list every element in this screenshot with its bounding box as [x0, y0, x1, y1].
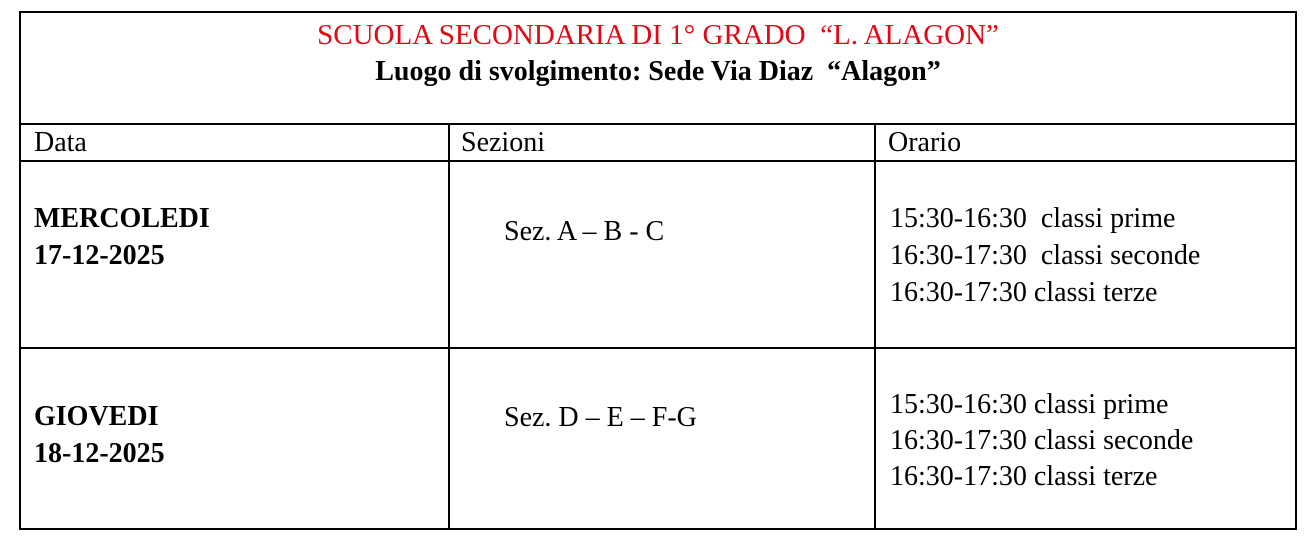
- date-cell: [21, 349, 448, 530]
- column-header-row: [21, 125, 1295, 162]
- sections-cell: [450, 162, 874, 347]
- sections-text: Sez. D – E – F-G: [504, 402, 697, 433]
- header-cell-orario: [876, 125, 1295, 160]
- date-cell: [21, 162, 448, 347]
- table-row: [21, 349, 1295, 530]
- time-slot: 15:30-16:30 classi prime: [890, 203, 1176, 234]
- day-date: 17-12-2025: [34, 240, 165, 271]
- time-cell: [876, 349, 1295, 530]
- time-slot: 16:30-17:30 classi terze: [890, 461, 1158, 492]
- table-header: [21, 13, 1295, 125]
- header-cell-sezioni: [450, 125, 874, 160]
- column-header-data: Data: [34, 127, 87, 158]
- time-slot: 16:30-17:30 classi seconde: [890, 425, 1194, 456]
- schedule-table: [19, 11, 1297, 530]
- time-slot: 16:30-17:30 classi seconde: [890, 240, 1201, 271]
- day-name: MERCOLEDI: [34, 203, 210, 234]
- sections-cell: [450, 349, 874, 530]
- day-name: GIOVEDI: [34, 401, 159, 432]
- time-cell: [876, 162, 1295, 347]
- school-name: SCUOLA SECONDARIA DI 1° GRADO “L. ALAGON”: [317, 19, 999, 51]
- column-header-orario: Orario: [888, 127, 962, 158]
- time-slot: 16:30-17:30 classi terze: [890, 277, 1158, 308]
- sections-text: Sez. A – B - C: [504, 216, 665, 247]
- time-slot: 15:30-16:30 classi prime: [890, 389, 1169, 420]
- header-cell-data: [21, 125, 448, 160]
- day-date: 18-12-2025: [34, 438, 165, 469]
- column-header-sezioni: Sezioni: [461, 127, 545, 158]
- table-row: [21, 162, 1295, 349]
- venue-line: Luogo di svolgimento: Sede Via Diaz “Alagon”: [375, 56, 941, 87]
